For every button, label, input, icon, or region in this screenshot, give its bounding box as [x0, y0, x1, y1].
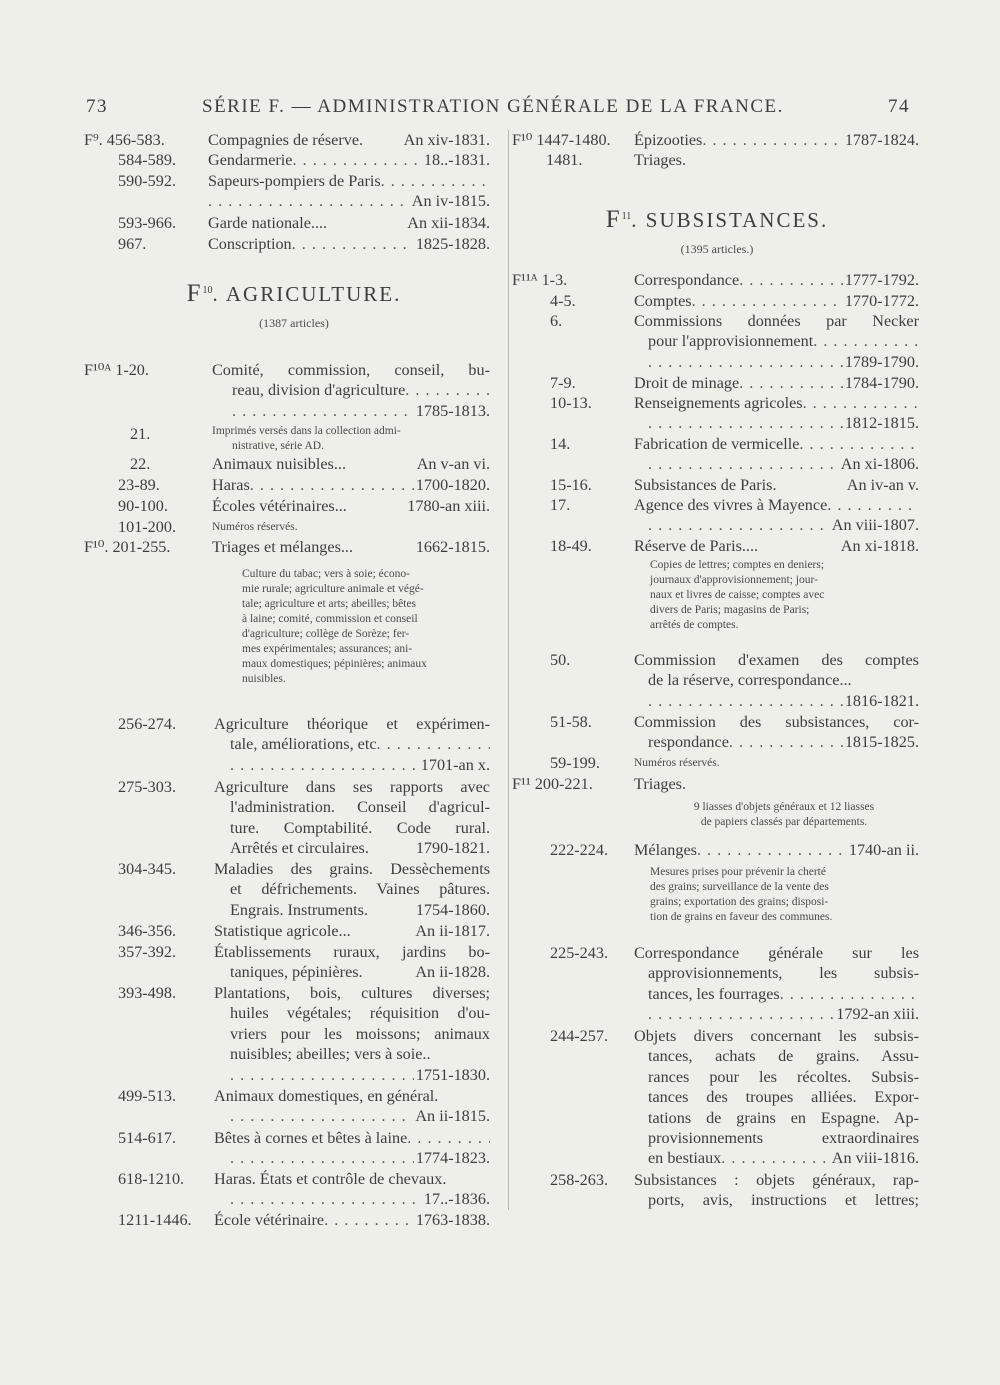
entry-code: 514-617. [118, 1129, 176, 1147]
content-note [650, 558, 918, 633]
section-title: SUBSISTANCES. [645, 208, 829, 232]
entry-date: 1770-1772. [844, 292, 919, 310]
entry-text: Imprimés versés dans la collection admi- [212, 425, 401, 437]
running-header [0, 96, 1000, 126]
entry-text: tances, les fourrages [648, 984, 780, 1003]
entry-date: An xiv-1831. [403, 131, 490, 149]
entry-text: l'administration. Conseil d'agricul- [230, 798, 490, 817]
entry-code: 967. [118, 235, 147, 253]
series-title: SÉRIE F. — ADMINISTRATION GÉNÉRALE DE LA FRANCE. [202, 96, 784, 117]
entry-date: 1754-1860. [415, 900, 490, 919]
entry-date: 1812-1815. [844, 414, 919, 433]
entry-date: 1774-1823. [415, 1149, 490, 1168]
section-number: 10 [202, 285, 213, 296]
entry-code: 393-498. [118, 984, 176, 1002]
entry-text: Commissions données par Necker [634, 312, 919, 330]
entry-text: Subsistances de Paris. [634, 476, 777, 494]
entry-code: 225-243. [550, 944, 608, 962]
entry-code: 304-345. [118, 860, 176, 878]
note-line: à laine; comité, commission et conseil [242, 613, 418, 625]
entry-code: 101-200. [118, 518, 176, 536]
section-number: 11 [621, 211, 632, 222]
section-title: AGRICULTURE. [225, 282, 402, 306]
note-line: arrêtés de comptes. [650, 619, 739, 631]
entry-text: Animaux nuisibles... [212, 455, 346, 473]
entry-date: 1777-1792. [844, 271, 919, 289]
entry-text: tances, achats de grains. Assu- [648, 1047, 919, 1066]
entry-text: Écoles vétérinaires... [212, 497, 347, 515]
entry-code: 258-263. [550, 1171, 608, 1189]
entry-text: Triages et mélanges... [212, 538, 354, 556]
content-note [242, 567, 490, 687]
entry-code: F¹⁰ᴬ 1-20. [84, 361, 149, 379]
entry-date: An iv-an v. [846, 476, 919, 494]
entry-date: 1825-1828. [415, 235, 490, 253]
note-line: maux domestiques; pépinières; animaux [242, 658, 427, 670]
column-divider [508, 130, 509, 1210]
note-line: mie rurale; agriculture animale et végé- [242, 583, 424, 595]
entry-date: 1784-1790. [844, 374, 919, 392]
entry-code: 593-966. [118, 214, 176, 232]
entry-date: An xi-1806. [840, 455, 919, 474]
entry-code: 23-89. [118, 476, 160, 494]
entry-text: nuisibles; abeilles; vers à soie.. [230, 1045, 431, 1064]
entry-date: 18..-1831. [423, 151, 490, 169]
note-line: mes expérimentales; assurances; ani- [242, 643, 413, 655]
entry-text: Objets divers concernant les subsis- [634, 1027, 919, 1045]
entry-code: 499-513. [118, 1087, 176, 1105]
entry-text: Triages. [634, 775, 687, 793]
entry-text: Fabrication de vermicelle [634, 435, 800, 453]
entry-code: 50. [550, 651, 571, 669]
entry-text: Engrais. Instruments. [230, 900, 369, 919]
entry-code: 256-274. [118, 715, 176, 733]
entry-text: Maladies des grains. Dessèchements [214, 860, 490, 878]
entry-text: Agriculture théorique et expérimen- [214, 715, 490, 733]
note-line: divers de Paris; magasins de Paris; [650, 604, 810, 616]
entry-code: 15-16. [550, 476, 592, 494]
entry-text: Correspondance générale sur les [634, 944, 919, 962]
entry-text: Agence des vivres à Mayence [634, 496, 828, 514]
entry-text: Épizooties [634, 131, 703, 149]
section-heading: $F^{11}$. SUBSISTANCES. (1395 articles.) [512, 206, 922, 257]
entry-date: 1763-1838. [415, 1211, 490, 1229]
section-letter: F [605, 206, 622, 233]
entry-text: Plantations, bois, cultures diverses; [214, 984, 490, 1002]
entry-date: An viii-1807. [831, 516, 919, 535]
section-heading: $F^{10}$. AGRICULTURE. (1387 articles) [84, 280, 504, 331]
entry-date: 1792-an xiii. [836, 1005, 919, 1024]
entry-text: Commission d'examen des comptes [634, 651, 919, 669]
entry-date: 1751-1830. [415, 1065, 490, 1084]
entry-date: 17..-1836. [423, 1190, 490, 1209]
entry-code: 1481. [546, 151, 583, 169]
note-line: Culture du tabac; vers à soie; écono- [242, 568, 410, 580]
entry-text: Haras. États et contrôle de chevaux. [214, 1170, 447, 1188]
content-note [650, 865, 918, 925]
entry-date: An ii-1817. [415, 922, 490, 940]
note-line: nuisibles. [242, 673, 286, 685]
entry-date: 1790-1821. [415, 839, 490, 858]
entry-text: provisionnements extraordinaires [648, 1128, 919, 1147]
entry-date: 1816-1821. [844, 691, 919, 710]
entry-code: 357-392. [118, 943, 176, 961]
entry-date: 1701-an x. [420, 755, 490, 774]
section-count: (1395 articles.) [680, 242, 754, 256]
entry-date: An xi-1818. [840, 537, 919, 555]
entry-text: Triages. [634, 151, 687, 169]
entry-date: 1740-an ii. [848, 841, 919, 859]
entry-text: approvisionnements, les subsis- [648, 964, 919, 983]
entry-code: 584-589. [118, 151, 176, 169]
entry-date: 1815-1825. [844, 733, 919, 752]
note-line: de papiers classés par départements. [700, 816, 868, 828]
left-page-number: 73 [86, 96, 108, 117]
entry-code: 275-303. [118, 778, 176, 796]
entry-text: vriers pour les moissons; animaux [230, 1024, 490, 1043]
note-line: tion de grains en faveur des communes. [650, 911, 833, 923]
entry-text: Statistique agricole... [214, 922, 351, 940]
entry-text: Arrêtés et circulaires. [230, 839, 369, 858]
entry-code: 18-49. [550, 537, 592, 555]
entry-text: tances des troupes alliées. Expor- [648, 1088, 919, 1107]
entry-text: Numéros réservés. [634, 757, 720, 769]
entry-text: Comité, commission, conseil, bu- [212, 361, 490, 379]
entry-date: An ii-1815. [415, 1107, 490, 1126]
entry-code: 22. [130, 455, 151, 473]
entry-text: respondance [648, 733, 729, 752]
entry-text: Garde nationale.... [208, 214, 328, 232]
entry-code: F⁹. 456-583. [84, 131, 165, 149]
entry-code: 7-9. [550, 374, 576, 392]
entry-code: F¹⁰ 1447-1480. [512, 131, 611, 149]
entry-code: 14. [550, 435, 571, 453]
entry-code: 59-199. [550, 754, 600, 772]
entry-date: An viii-1816. [831, 1149, 919, 1168]
entry-code: 21. [130, 425, 151, 443]
entry-code: 90-100. [118, 497, 168, 515]
entry-code: 1211-1446. [118, 1211, 192, 1229]
note-line: Copies de lettres; comptes en deniers; [650, 559, 825, 571]
entry-text: taniques, pépinières. [230, 963, 363, 982]
entry-date: 1700-1820. [415, 476, 490, 494]
entry-code: 6. [550, 312, 563, 330]
entry-code: 346-356. [118, 922, 176, 940]
entry-text: Numéros réservés. [212, 521, 298, 533]
entry-text: Gendarmerie [208, 151, 293, 169]
entry-text: tations de grains en Espagne. Ap- [648, 1108, 919, 1127]
note-line: naux et livres de caisse; comptes avec [650, 589, 825, 601]
note-line: des grains; surveillance de la vente des [650, 881, 829, 893]
entry-text: en bestiaux [648, 1149, 722, 1168]
entry-text: Agriculture dans ses rapports avec [214, 778, 490, 796]
entry-text: Animaux domestiques, en général. [214, 1087, 439, 1105]
entry-code: 590-592. [118, 172, 176, 190]
entry-text: tale, améliorations, etc [230, 735, 377, 754]
note-line: journaux d'approvisionnement; jour- [650, 574, 818, 586]
note-line: d'agriculture; collège de Sorèze; fer- [242, 628, 410, 640]
entry-text: Établissements ruraux, jardins bo- [214, 943, 490, 961]
entry-date: 1662-1815. [415, 538, 490, 556]
entry-code: 10-13. [550, 394, 592, 412]
entry-date: 1780-an xiii. [407, 497, 490, 515]
entry-text: rances pour les récoltes. Subsis- [648, 1067, 919, 1086]
entry-text: Renseignements agricoles [634, 394, 803, 412]
section-letter: F [186, 280, 203, 307]
entry-text: nistrative, série AD. [232, 440, 324, 452]
entry-code: 51-58. [550, 713, 592, 731]
entry-text: de la réserve, correspondance... [648, 671, 852, 690]
entry-date: 1787-1824. [844, 131, 919, 149]
entry-text: Conscription [208, 235, 292, 253]
entry-text: Compagnies de réserve. [208, 131, 364, 149]
section-count: (1387 articles) [259, 316, 329, 330]
entry-text: Comptes [634, 292, 692, 310]
entry-code: 244-257. [550, 1027, 608, 1045]
entry-text: École vétérinaire [214, 1211, 325, 1229]
note-line: tale; agriculture et arts; abeilles; bêtes [242, 598, 417, 610]
entry-text: Droit de minage [634, 374, 740, 392]
entry-code: F¹¹ 200-221. [512, 775, 593, 793]
entry-text: Sapeurs-pompiers de Paris [208, 172, 381, 190]
entry-code: F¹⁰. 201-255. [84, 538, 171, 556]
note-line: Mesures prises pour prévenir la cherté [650, 866, 826, 878]
entry-code: 4-5. [550, 292, 576, 310]
entry-code: 618-1210. [118, 1170, 185, 1188]
entry-date: An v-an vi. [416, 455, 490, 473]
entry-date: An iv-1815. [411, 192, 490, 211]
entry-text: pour l'approvisionnement [648, 332, 814, 351]
entry-code: 222-224. [550, 841, 608, 859]
note-line: 9 liasses d'objets généraux et 12 liasses [693, 801, 875, 813]
entry-text: Subsistances : objets généraux, rap- [634, 1171, 919, 1189]
entry-code: 17. [550, 496, 571, 514]
entry-text: huiles végétales; réquisition d'ou- [230, 1004, 490, 1023]
entry-text: Bêtes à cornes et bêtes à laine [214, 1129, 408, 1147]
note-line: grains; exportation des grains; disposi- [650, 896, 829, 908]
entry-text: reau, division d'agriculture [232, 381, 406, 400]
entry-date: An xii-1834. [407, 214, 490, 232]
entry-text: et défrichements. Vaines pâtures. [230, 880, 490, 899]
entry-text: Commission des subsistances, cor- [634, 713, 919, 731]
right-page-number: 74 [888, 96, 910, 117]
entry-text: Mélanges [634, 841, 697, 859]
entry-code: F¹¹ᴬ 1-3. [512, 271, 568, 289]
entry-date: An ii-1828. [415, 963, 490, 982]
content-note [650, 800, 918, 830]
entry-text: Haras [212, 476, 250, 494]
entry-text: ports, avis, instructions et lettres; [648, 1191, 919, 1210]
entry-date: 1785-1813. [415, 401, 490, 420]
entry-text: Correspondance [634, 271, 740, 289]
entry-date: 1789-1790. [844, 352, 919, 371]
entry-text: Réserve de Paris.... [634, 537, 759, 555]
entry-text: ture. Comptabilité. Code rural. [230, 818, 490, 837]
